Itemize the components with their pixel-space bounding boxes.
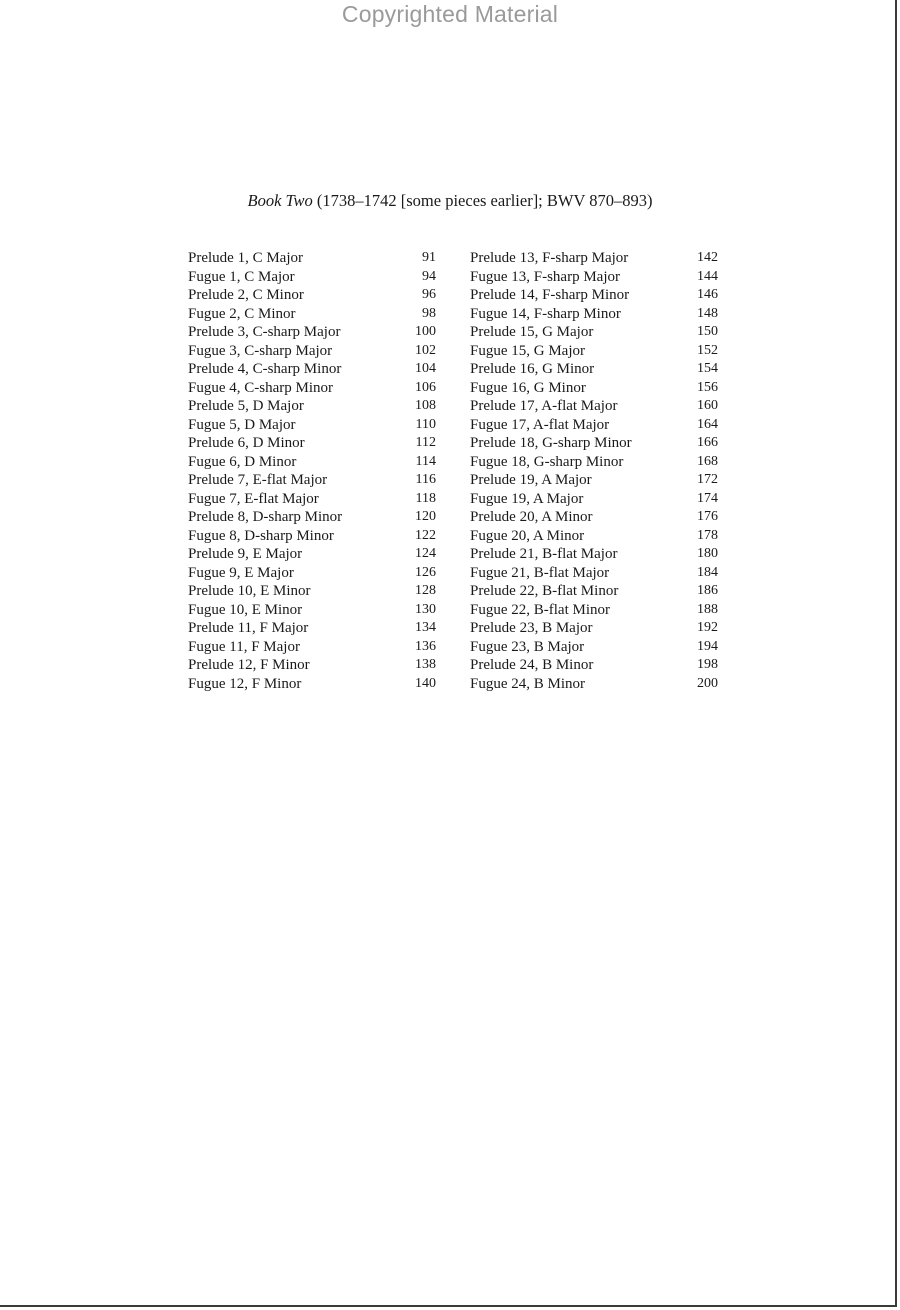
- contents-entry: [470, 508, 718, 527]
- entry-page-number: 198: [697, 657, 718, 672]
- entry-page-number: 148: [697, 305, 718, 321]
- contents-entry: [470, 434, 718, 453]
- contents-entry: [188, 379, 436, 398]
- contents-entry: [188, 453, 436, 472]
- contents-entry: [188, 619, 436, 638]
- entry-title: Fugue 16, G Minor: [470, 379, 586, 396]
- entry-page-number: 91: [422, 250, 436, 265]
- entry-title: Prelude 12, F Minor: [188, 657, 310, 673]
- entry-page-number: 120: [415, 509, 436, 524]
- contents-entry: [188, 305, 436, 324]
- entry-page-number: 114: [415, 453, 436, 469]
- contents-entry: [188, 582, 436, 601]
- contents-column-left: [188, 249, 436, 693]
- entry-title: Fugue 24, B Minor: [470, 675, 586, 692]
- entry-title: Prelude 5, D Major: [188, 398, 304, 414]
- contents-entry: [188, 360, 436, 379]
- entry-page-number: 150: [697, 324, 718, 339]
- entry-page-number: 152: [697, 342, 718, 358]
- contents-entry: [188, 434, 436, 453]
- contents-entry: [470, 490, 718, 509]
- entry-page-number: 96: [422, 287, 436, 302]
- entry-title: Fugue 17, A-flat Major: [470, 416, 610, 433]
- contents-entry: [188, 656, 436, 675]
- entry-page-number: 136: [415, 638, 436, 654]
- entry-page-number: 138: [415, 657, 436, 672]
- entry-page-number: 116: [415, 472, 436, 487]
- entry-page-number: 156: [697, 379, 718, 395]
- entry-title: Fugue 7, E-flat Major: [188, 490, 319, 507]
- contents-entry: [470, 619, 718, 638]
- entry-title: Prelude 16, G Minor: [470, 361, 595, 377]
- entry-page-number: 102: [415, 342, 436, 358]
- entry-page-number: 144: [697, 268, 718, 284]
- entry-page-number: 126: [415, 564, 436, 580]
- contents-entry: [188, 286, 436, 305]
- entry-title: Prelude 21, B-flat Major: [470, 546, 618, 562]
- contents-entry: [470, 249, 718, 268]
- entry-title: Prelude 18, G-sharp Minor: [470, 435, 632, 451]
- contents-entry: [470, 397, 718, 416]
- entry-page-number: 122: [415, 527, 436, 543]
- contents-entry: [470, 582, 718, 601]
- contents-entry: [188, 545, 436, 564]
- entry-title: Fugue 23, B Major: [470, 638, 585, 655]
- entry-title: Fugue 10, E Minor: [188, 601, 303, 618]
- entry-title: Prelude 23, B Major: [470, 620, 593, 636]
- entry-title: Prelude 8, D-sharp Minor: [188, 509, 343, 525]
- entry-page-number: 128: [415, 583, 436, 598]
- entry-page-number: 186: [697, 583, 718, 598]
- entry-title: Prelude 24, B Minor: [470, 657, 594, 673]
- entry-title: Prelude 20, A Minor: [470, 509, 593, 525]
- entry-title: Fugue 9, E Major: [188, 564, 294, 581]
- book-title: Book Two: [247, 191, 313, 210]
- entry-title: Prelude 7, E-flat Major: [188, 472, 328, 488]
- entry-title: Fugue 18, G-sharp Minor: [470, 453, 624, 470]
- entry-title: Prelude 2, C Minor: [188, 287, 304, 303]
- entry-title: Prelude 3, C-sharp Major: [188, 324, 341, 340]
- entry-title: Prelude 11, F Major: [188, 620, 309, 636]
- entry-page-number: 174: [697, 490, 718, 506]
- entry-title: Prelude 22, B-flat Minor: [470, 583, 619, 599]
- contents-entry: [188, 508, 436, 527]
- entry-title: Prelude 15, G Major: [470, 324, 594, 340]
- contents-entry: [188, 675, 436, 694]
- entry-page-number: 142: [697, 250, 718, 265]
- contents-entry: [470, 675, 718, 694]
- entry-page-number: 124: [415, 546, 436, 561]
- entry-title: Fugue 5, D Major: [188, 416, 296, 433]
- contents-entry: [470, 471, 718, 490]
- entry-page-number: 160: [697, 398, 718, 413]
- section-heading: [0, 191, 900, 211]
- entry-page-number: 180: [697, 546, 718, 561]
- entry-title: Fugue 14, F-sharp Minor: [470, 305, 621, 322]
- entry-page-number: 130: [415, 601, 436, 617]
- entry-title: Prelude 1, C Major: [188, 250, 303, 266]
- entry-page-number: 146: [697, 287, 718, 302]
- entry-title: Fugue 15, G Major: [470, 342, 585, 359]
- entry-title: Fugue 11, F Major: [188, 638, 300, 655]
- contents-entry: [188, 601, 436, 620]
- entry-page-number: 140: [415, 675, 436, 691]
- contents-entry: [188, 564, 436, 583]
- entry-page-number: 178: [697, 527, 718, 543]
- entry-title: Fugue 19, A Major: [470, 490, 584, 507]
- entry-title: Fugue 3, C-sharp Major: [188, 342, 333, 359]
- entry-title: Prelude 4, C-sharp Minor: [188, 361, 342, 377]
- contents-entry: [188, 249, 436, 268]
- contents-entry: [470, 360, 718, 379]
- entry-page-number: 154: [697, 361, 718, 376]
- contents-entry: [188, 416, 436, 435]
- contents-entry: [188, 638, 436, 657]
- contents-entry: [188, 527, 436, 546]
- copyright-watermark: Copyrighted Material: [341, 1, 559, 27]
- entry-page-number: 112: [415, 435, 436, 450]
- entry-title: Prelude 9, E Major: [188, 546, 303, 562]
- contents-entry: [188, 268, 436, 287]
- entry-title: Fugue 8, D-sharp Minor: [188, 527, 334, 544]
- contents-entry: [470, 453, 718, 472]
- entry-page-number: 184: [697, 564, 718, 580]
- entry-title: Fugue 20, A Minor: [470, 527, 585, 544]
- entry-page-number: 108: [415, 398, 436, 413]
- contents-entry: [470, 268, 718, 287]
- entry-page-number: 94: [422, 268, 436, 284]
- entry-title: Prelude 14, F-sharp Minor: [470, 287, 630, 303]
- entry-page-number: 172: [697, 472, 718, 487]
- contents-entry: [470, 379, 718, 398]
- entry-title: Fugue 22, B-flat Minor: [470, 601, 610, 618]
- entry-title: Fugue 13, F-sharp Major: [470, 268, 620, 285]
- entry-title: Prelude 10, E Minor: [188, 583, 311, 599]
- contents-entry: [470, 305, 718, 324]
- entry-page-number: 166: [697, 435, 718, 450]
- entry-title: Prelude 13, F-sharp Major: [470, 250, 629, 266]
- entry-page-number: 134: [415, 620, 436, 635]
- entry-title: Fugue 6, D Minor: [188, 453, 297, 470]
- contents-entry: [470, 638, 718, 657]
- contents-entry: [470, 545, 718, 564]
- contents-entry: [188, 490, 436, 509]
- entry-page-number: 118: [415, 490, 436, 506]
- contents-entry: [470, 564, 718, 583]
- contents-entry: [470, 527, 718, 546]
- contents-entry: [188, 323, 436, 342]
- contents-entry: [188, 471, 436, 490]
- entry-page-number: 106: [415, 379, 436, 395]
- entry-title: Prelude 17, A-flat Major: [470, 398, 618, 414]
- contents-entry: [470, 416, 718, 435]
- entry-page-number: 98: [422, 305, 436, 321]
- entry-page-number: 176: [697, 509, 718, 524]
- entry-page-number: 188: [697, 601, 718, 617]
- entry-page-number: 192: [697, 620, 718, 635]
- entry-page-number: 164: [697, 416, 718, 432]
- entry-title: Prelude 19, A Major: [470, 472, 592, 488]
- entry-title: Fugue 1, C Major: [188, 268, 295, 285]
- entry-title: Fugue 12, F Minor: [188, 675, 302, 692]
- entry-page-number: 194: [697, 638, 718, 654]
- contents-entry: [470, 342, 718, 361]
- contents-column-right: [470, 249, 718, 693]
- entry-page-number: 104: [415, 361, 436, 376]
- contents-entry: [188, 342, 436, 361]
- contents-entry: [470, 601, 718, 620]
- entry-title: Fugue 2, C Minor: [188, 305, 296, 322]
- contents-entry: [470, 286, 718, 305]
- entry-title: Prelude 6, D Minor: [188, 435, 305, 451]
- entry-page-number: 110: [415, 416, 436, 432]
- entry-page-number: 168: [697, 453, 718, 469]
- entry-title: Fugue 21, B-flat Major: [470, 564, 610, 581]
- entry-page-number: 100: [415, 324, 436, 339]
- contents-entry: [470, 656, 718, 675]
- book-details: (1738–1742 [some pieces earlier]; BWV 870–893): [312, 191, 653, 210]
- entry-page-number: 200: [697, 675, 718, 691]
- contents-entry: [188, 397, 436, 416]
- contents-entry: [470, 323, 718, 342]
- entry-title: Fugue 4, C-sharp Minor: [188, 379, 333, 396]
